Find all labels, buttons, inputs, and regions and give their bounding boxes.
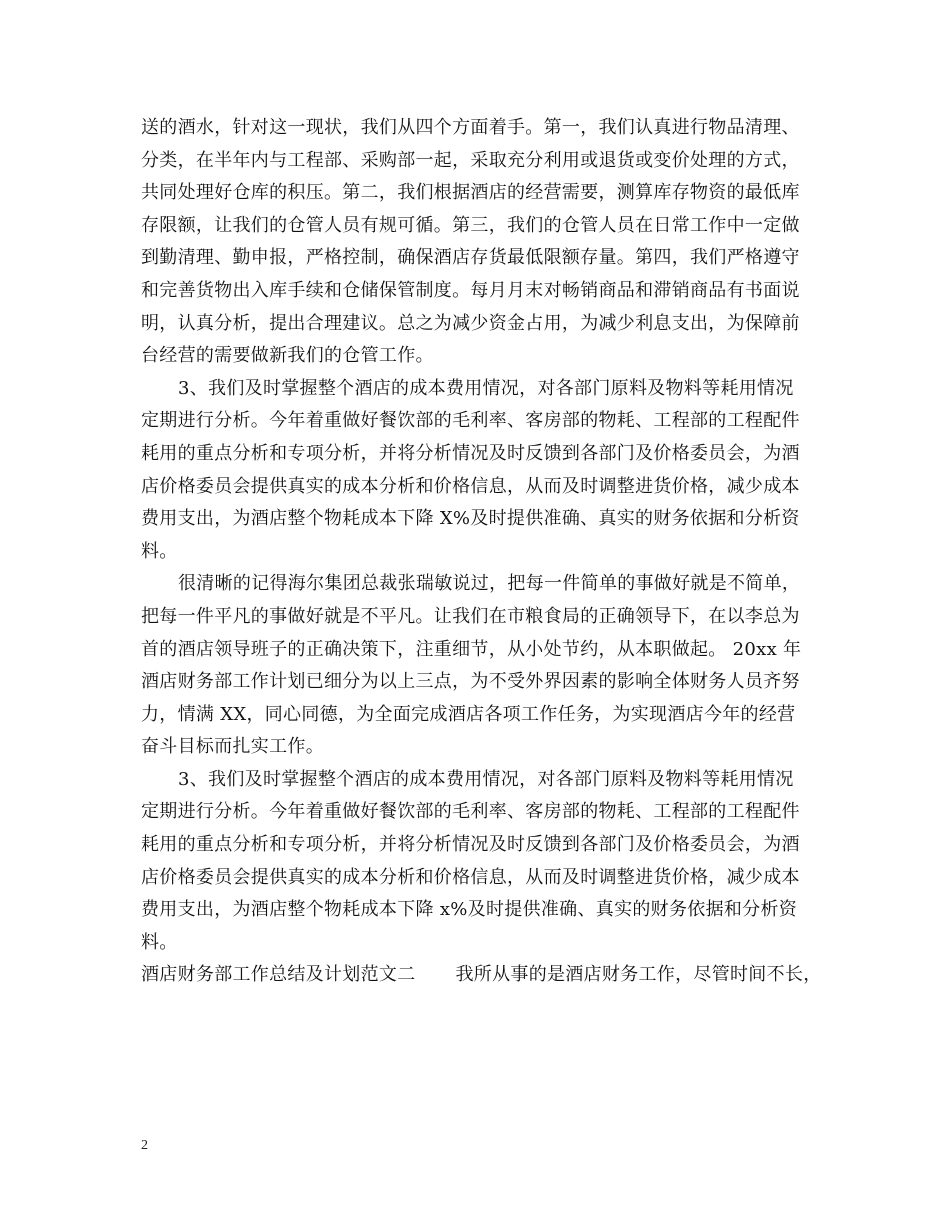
- page-number: 2: [141, 1138, 148, 1153]
- text-line: 3、我们及时掌握整个酒店的成本费用情况，对各部门原料及物料等耗用情况: [178, 377, 794, 399]
- text-line: 很清晰的记得海尔集团总裁张瑞敏说过，把每一件简单的事做好就是不简单，: [178, 573, 801, 595]
- text-line: 费用支出，为酒店整个物耗成本下降 x%及时提供准确、真实的财务依据和分析资: [141, 899, 798, 921]
- text-line: 耗用的重点分析和专项分析，并将分析情况及时反馈到各部门及价格委员会，为酒: [141, 442, 800, 464]
- text-line: 料。: [141, 540, 178, 562]
- text-line: 台经营的需要做新我们的仓管工作。: [141, 345, 434, 367]
- text-line: 奋斗目标而扎实工作。: [141, 736, 324, 758]
- paragraph-cost-analysis: [141, 373, 817, 569]
- text-line: 店价格委员会提供真实的成本分析和价格信息，从而及时调整进货价格，减少成本: [141, 866, 800, 888]
- section-opening-text: 我所从事的是酒店财务工作，尽管时间不长，: [455, 964, 822, 986]
- text-line: 耗用的重点分析和专项分析，并将分析情况及时反馈到各部门及价格委员会，为酒: [141, 834, 800, 856]
- text-line: 料。: [141, 931, 178, 953]
- text-line: 和完善货物出入库手续和仓储保管制度。每月月末对畅销商品和滞销商品有书面说: [141, 279, 800, 301]
- section-heading-line: [141, 959, 822, 992]
- text-line: 存限额，让我们的仓管人员有规可循。第三，我们的仓管人员在日常工作中一定做: [141, 214, 800, 236]
- text-line: 3、我们及时掌握整个酒店的成本费用情况，对各部门原料及物料等耗用情况: [178, 768, 794, 790]
- paragraph-cost-analysis-repeat: [141, 764, 817, 960]
- text-line: 力，情满 XX，同心同德，为全面完成酒店各项工作任务，为实现酒店今年的经营: [141, 703, 796, 725]
- text-line: 定期进行分析。今年着重做好餐饮部的毛利率、客房部的物耗、工程部的工程配件: [141, 801, 800, 823]
- text-line: 送的酒水，针对这一现状，我们从四个方面着手。第一，我们认真进行物品清理、: [141, 117, 800, 138]
- section-title: 酒店财务部工作总结及计划范文二: [141, 964, 416, 986]
- text-line: 明，认真分析，提出合理建议。总之为减少资金占用，为减少利息支出，为保障前: [141, 312, 800, 334]
- text-line: 共同处理好仓库的积压。第二，我们根据酒店的经营需要，测算库存物资的最低库: [141, 182, 800, 204]
- text-line: 把每一件平凡的事做好就是不平凡。让我们在市粮食局的正确领导下，在以李总为: [141, 605, 800, 627]
- paragraph-conclusion: [141, 568, 817, 764]
- text-line: 费用支出，为酒店整个物耗成本下降 X%及时提供准确、真实的财务依据和分析资: [141, 508, 800, 530]
- document-body: [141, 112, 822, 992]
- text-line: 到勤清理、勤申报，严格控制，确保酒店存货最低限额存量。第四，我们严格遵守: [141, 247, 800, 269]
- text-line: 酒店财务部工作计划已细分为以上三点，为不受外界因素的影响全体财务人员齐努: [141, 671, 800, 693]
- text-line: 分类，在半年内与工程部、采购部一起，采取充分利用或退货或变价处理的方式，: [141, 149, 800, 171]
- text-line: 店价格委员会提供真实的成本分析和价格信息，从而及时调整进货价格，减少成本: [141, 475, 800, 497]
- text-line: 首的酒店领导班子的正确决策下，注重细节，从小处节约，从本职做起。 20xx 年: [141, 638, 802, 660]
- text-line: 定期进行分析。今年着重做好餐饮部的毛利率、客房部的物耗、工程部的工程配件: [141, 410, 800, 432]
- paragraph-inventory: [141, 112, 817, 373]
